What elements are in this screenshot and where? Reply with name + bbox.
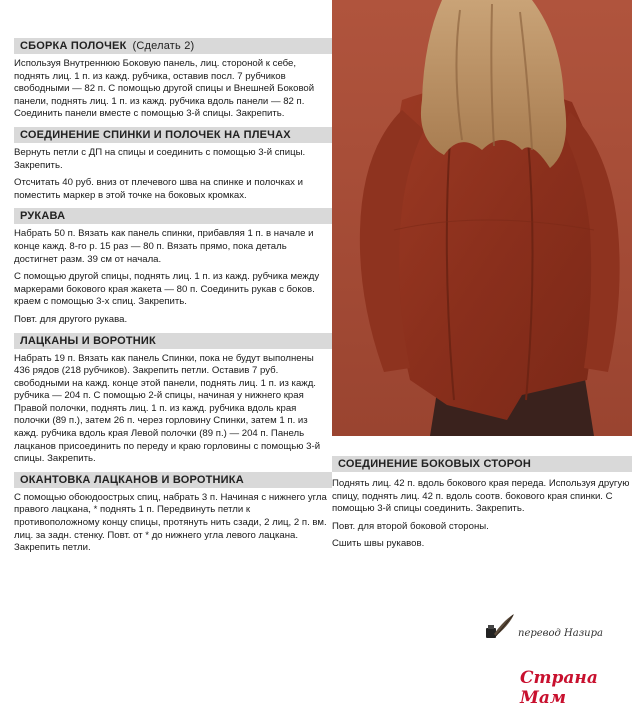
section-body <box>14 492 332 555</box>
paragraph: Повт. для второй боковой стороны. <box>332 520 489 532</box>
section-header <box>14 127 332 143</box>
section-title: ЛАЦКАНЫ И ВОРОТНИК <box>20 334 156 347</box>
section-body <box>14 58 332 121</box>
paragraph: Сшить швы рукавов. <box>332 538 425 550</box>
right-column <box>332 0 635 700</box>
ink-quill-icon <box>482 612 516 642</box>
section-front-assembly <box>14 38 332 121</box>
section-edging <box>14 472 332 555</box>
sweater-photo <box>332 0 632 436</box>
section-lapels-collar <box>14 333 332 466</box>
section-title: СОЕДИНЕНИЕ БОКОВЫХ СТОРОН <box>338 458 532 470</box>
translator-credit <box>482 612 622 646</box>
site-watermark: Страна Мам <box>520 668 598 708</box>
paragraph: С помощью другой спицы, поднять лиц. 1 п. из кажд. рубчика между маркерами бокового края жакета — 80 п. Соединить рукав с боков. краем с помощью 3-х спиц. Закрепить. <box>14 271 320 308</box>
section-note: (Сделать 2) <box>132 40 195 52</box>
paragraph: Повт. для другого рукава. <box>14 313 128 325</box>
section-header <box>14 208 332 224</box>
section-body <box>332 478 632 551</box>
section-header <box>14 38 332 54</box>
paragraph: Набрать 19 п. Вязать как панель Спинки, пока не будут выполнены 436 рядов (218 рубчиков). Закрепить петли. Оставив 7 руб. свободными на кажд. конце этой панели, поднять лиц. 1 п. из кажд. рубчика — 204 п. С помощью 2-й спицы, начиная у нижнего края Правой полочки, поднять лиц. 1 п. из кажд. рубчика вдоль края полочки (89 п.), затем 26 п. через горловину Спинки, затем 1 п. из кажд. рубчика вдоль края Левой полочки (89 п.) — 204 п. Панель лацканов присоединить по переду и краю горловины с помощью 3-й спицы. Закрепить. <box>14 352 321 465</box>
section-body <box>14 147 332 202</box>
section-title: ОКАНТОВКА ЛАЦКАНОВ И ВОРОТНИКА <box>20 473 244 486</box>
section-title: СБОРКА ПОЛОЧЕК <box>20 40 127 52</box>
section-title: РУКАВА <box>20 210 66 223</box>
left-column <box>14 38 332 561</box>
section-title: СОЕДИНЕНИЕ СПИНКИ И ПОЛОЧЕК НА ПЛЕЧАХ <box>20 128 291 141</box>
section-body <box>14 228 332 326</box>
paragraph: Поднять лиц. 42 п. вдоль бокового края переда. Используя другую спицу, поднять лиц. 42 п. вдоль соотв. бокового края спинки. С помощью 3-й спицы соединить. Закрепить. <box>332 478 630 515</box>
paragraph: Отсчитать 40 руб. вниз от плечевого шва на спинке и полочках и поместить маркер в этой точке на боковых кромках. <box>14 177 303 201</box>
credit-text: перевод Назира <box>518 628 603 639</box>
paragraph: С помощью обоюдоострых спиц, набрать 3 п. Начиная с нижнего угла правого лацкана, * поднять 1 п. Передвинуть петли к противоположному концу спицы, протянуть нить сзади, 2 лиц, 2 п. вм. лиц. за задн. стенку. Повт. от * до нижнего угла левого лацкана. Закрепить петли. <box>14 491 327 554</box>
section-shoulder-join <box>14 127 332 202</box>
paragraph: Вернуть петли с ДП на спицы и соединить с помощью 3-й спицы. Закрепить. <box>14 146 306 171</box>
side-join-section <box>332 456 632 556</box>
paragraph: Набрать 50 п. Вязать как панель спинки, прибавляя 1 п. в начале и конце кажд. 8-го р. 15 раз — 80 п. Вязать прямо, пока деталь достигнет разм. 39 см от начала. <box>14 228 314 265</box>
section-header <box>14 333 332 349</box>
section-body <box>14 353 332 466</box>
section-sleeves <box>14 208 332 326</box>
paragraph: Используя Внутреннюю Боковую панель, лиц. стороной к себе, поднять лиц. 1 п. из кажд. рубчика, оставив посл. 7 рубчиков свободными — 82 п. С помощью другой спицы и Внешней Боковой панели, поднять лиц. 1 п. из кажд. рубчика вдоль панели — 82 п. Соединить панели вместе с помощью 3-й спицы. Закрепить. <box>14 58 315 120</box>
section-header <box>14 472 332 488</box>
sweater-illustration <box>332 0 632 436</box>
section-header <box>332 456 632 472</box>
